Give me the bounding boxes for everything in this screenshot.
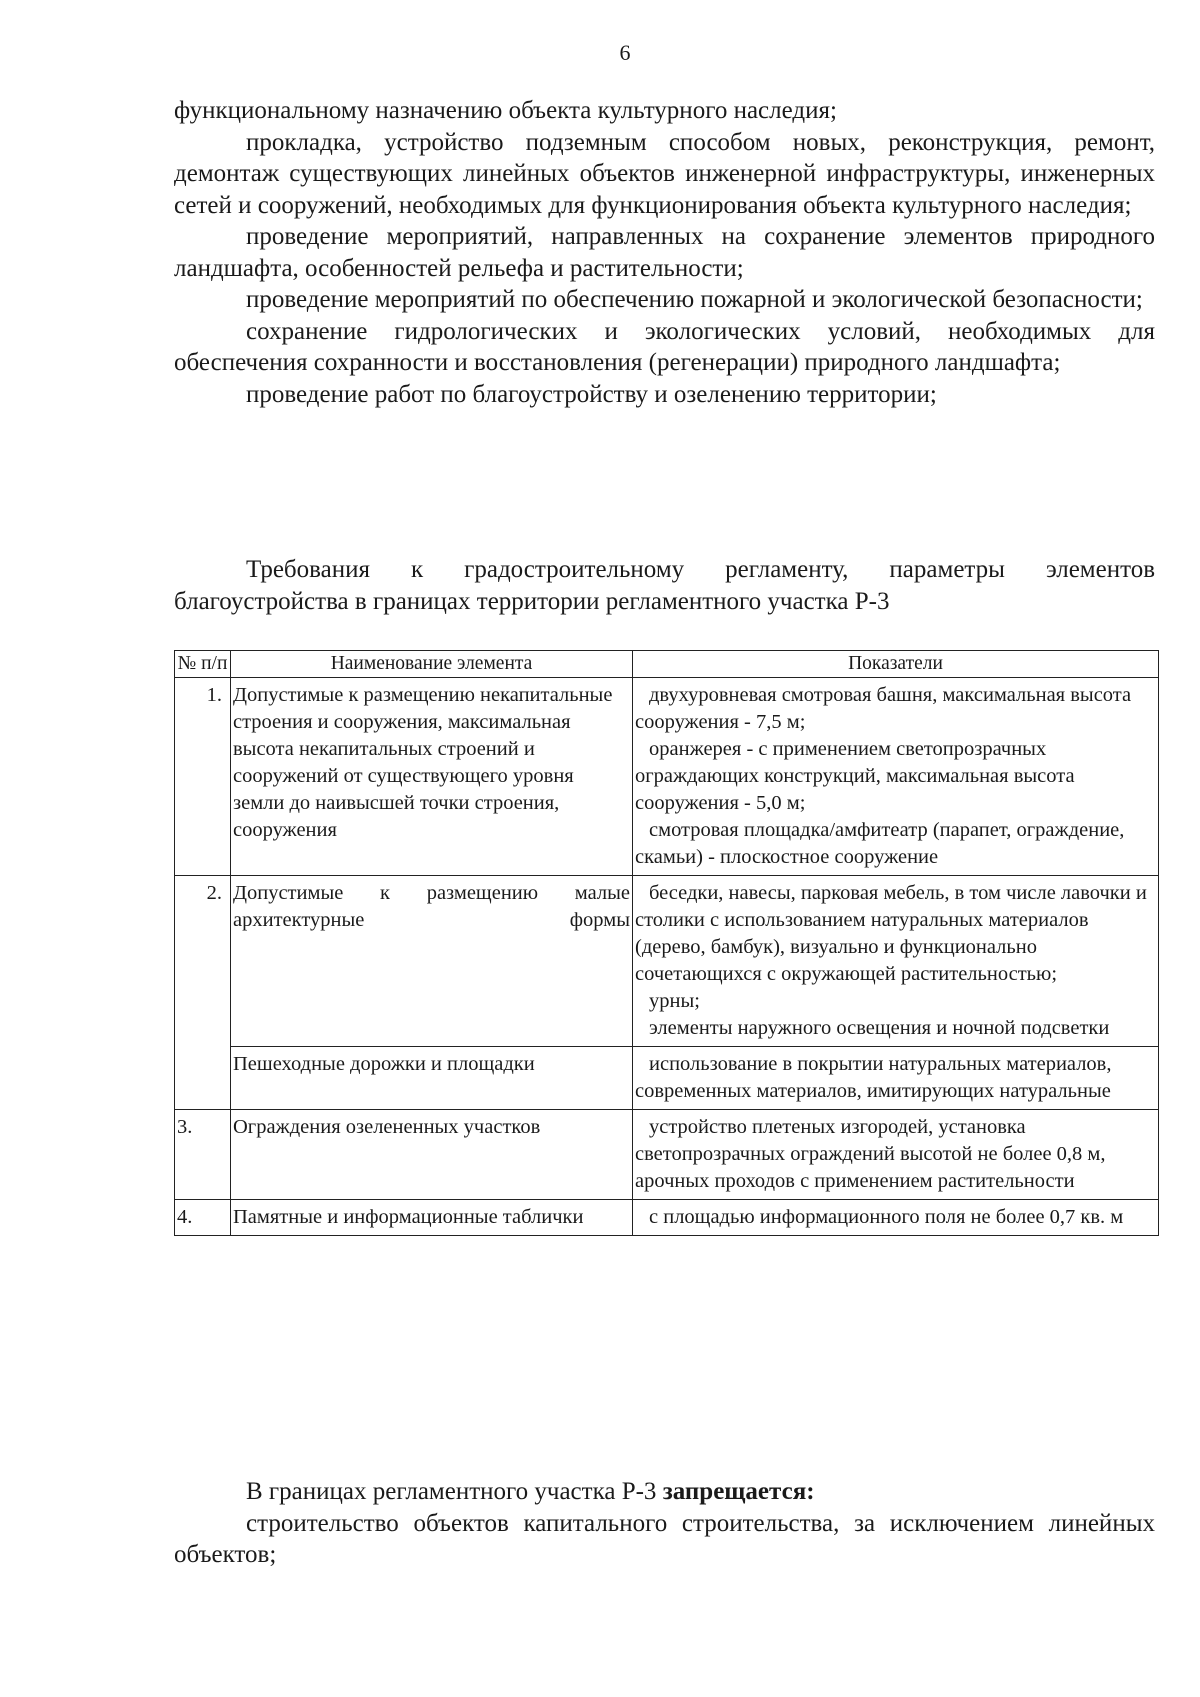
element-name: Допустимые к размещению малые архитектурные формы bbox=[231, 876, 633, 1047]
paragraph-4: проведение мероприятий по обеспечению пожарной и экологической безопасности; bbox=[246, 286, 1143, 313]
element-name: Ограждения озелененных участков bbox=[231, 1110, 633, 1200]
table-row bbox=[175, 1047, 1159, 1110]
prohibition-lead-text: В границах регламентного участка Р-3 bbox=[246, 1478, 663, 1505]
value-item: оранжерея - с применением светопрозрачных ограждающих конструкций, максимальная высота сооружения - 5,0 м; bbox=[635, 738, 1075, 814]
page-number: 6 bbox=[619, 40, 631, 65]
value-item: двухуровневая смотровая башня, максимальная высота сооружения - 7,5 м; bbox=[635, 684, 1132, 733]
element-values bbox=[633, 876, 1159, 1047]
body-text bbox=[174, 95, 1155, 410]
prohibition-lead bbox=[174, 1476, 1155, 1508]
value-item: с площадью информационного поля не более 0,7 кв. м bbox=[649, 1206, 1124, 1228]
element-values bbox=[633, 1110, 1159, 1200]
paragraph-1: функциональному назначению объекта культурного наследия; bbox=[174, 97, 837, 124]
table-heading: Требования к градостроительному регламенту, параметры элементов благоустройства в границах территории регламентного участка Р-3 bbox=[174, 556, 1155, 615]
table-row bbox=[175, 1200, 1159, 1236]
header-value: Показатели bbox=[633, 651, 1159, 678]
value-item: беседки, навесы, парковая мебель, в том числе лавочки и столики с использованием натуральных материалов (дерево, бамбук), визуально и функционально сочетающихся с окружающей растительностью; bbox=[635, 882, 1147, 985]
table-header-row bbox=[175, 651, 1159, 678]
header-name: Наименование элемента bbox=[231, 651, 633, 678]
element-values bbox=[633, 1047, 1159, 1110]
prohibition-keyword: запрещается: bbox=[662, 1478, 815, 1505]
requirements-table bbox=[174, 650, 1159, 1236]
paragraph-3: проведение мероприятий, направленных на сохранение элементов природного ландшафта, особенностей рельефа и растительности; bbox=[174, 223, 1155, 282]
element-values bbox=[633, 678, 1159, 876]
element-name: Пешеходные дорожки и площадки bbox=[231, 1047, 633, 1110]
row-number: 3. bbox=[175, 1110, 231, 1200]
paragraph-2: прокладка, устройство подземным способом новых, реконструкция, ремонт, демонтаж существующих линейных объектов инженерной инфраструктуры, инженерных сетей и сооружений, необходимых для функционирования объекта культурного наследия; bbox=[174, 128, 1155, 219]
value-item: использование в покрытии натуральных материалов, современных материалов, имитирующих натуральные bbox=[635, 1053, 1112, 1102]
row-number: 2. bbox=[175, 876, 231, 1047]
value-item: устройство плетеных изгородей, установка светопрозрачных ограждений высотой не более 0,8 м, арочных проходов с применением растительности bbox=[635, 1116, 1106, 1192]
value-item: элементы наружного освещения и ночной подсветки bbox=[649, 1017, 1110, 1039]
prohibition-item: строительство объектов капитального строительства, за исключением линейных объектов; bbox=[174, 1509, 1155, 1568]
closing-text bbox=[174, 1476, 1155, 1571]
table-row bbox=[175, 876, 1159, 1047]
element-values bbox=[633, 1200, 1159, 1236]
header-num: № п/п bbox=[175, 651, 231, 678]
row-number: 4. bbox=[175, 1200, 231, 1236]
element-name: Допустимые к размещению некапитальные строения и сооружения, максимальная высота некапитальных строений и сооружений от существующего уровня земли до наивысшей точки строения, сооружения bbox=[231, 678, 633, 876]
row-number bbox=[175, 1047, 231, 1110]
paragraph-6: проведение работ по благоустройству и озеленению территории; bbox=[246, 380, 937, 408]
value-item: смотровая площадка/амфитеатр (парапет, ограждение, скамьи) - плоскостное сооружение bbox=[635, 819, 1125, 868]
value-item: урны; bbox=[649, 990, 700, 1012]
table-row bbox=[175, 1110, 1159, 1200]
table-row bbox=[175, 678, 1159, 876]
paragraph-5: сохранение гидрологических и экологических условий, необходимых для обеспечения сохранности и восстановления (регенерации) природного ландшафта; bbox=[174, 317, 1155, 376]
element-name: Памятные и информационные таблички bbox=[231, 1200, 633, 1236]
row-number: 1. bbox=[175, 678, 231, 876]
